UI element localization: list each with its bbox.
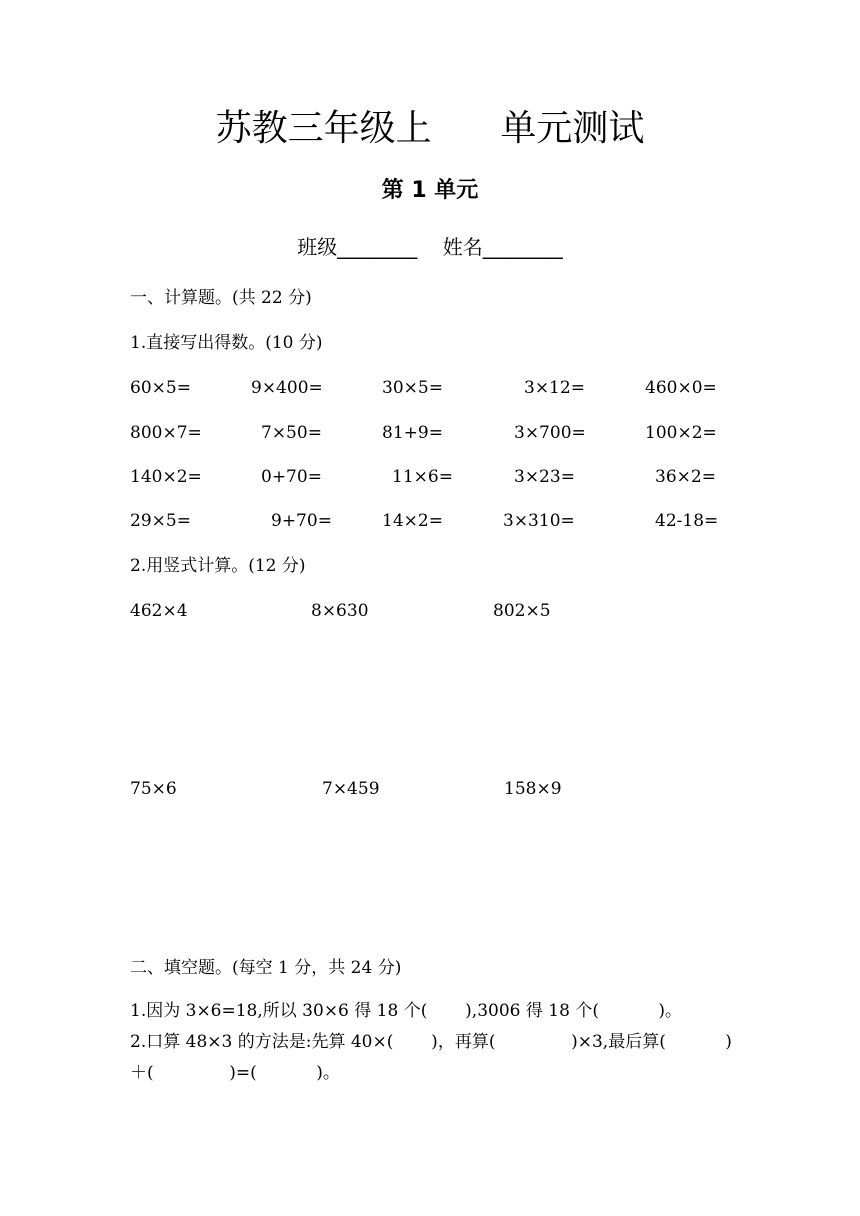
section1-heading: 一、计算题。(共 22 分) [130,288,312,308]
section2-heading: 二、填空题。(每空 1 分，共 24 分) [130,958,402,978]
q1-item: 100×2= [645,423,717,443]
page-title: 苏教三年级上 单元测试 [215,108,645,149]
q1-item: 60×5= [130,378,191,398]
q1-item: 3×23= [514,467,575,487]
q1-item: 9+70= [271,511,332,531]
q1-item: 0+70= [261,467,322,487]
q1-item: 29×5= [130,511,191,531]
fill-question-2: 2.口算 48×3 的方法是:先算 40×( )，再算( )×3,最后算( )＋( )=( )。 [130,1032,732,1083]
fill-question-1: 1.因为 3×6=18,所以 30×6 得 18 个( ),3006 得 18 个( )。 [130,1001,683,1021]
q1-item: 3×12= [524,378,585,398]
q2-item: 8×630 [311,601,369,621]
q1-item: 81+9= [382,423,443,443]
q2-heading: 2.用竖式计算。(12 分) [130,556,306,576]
q1-item: 9×400= [251,378,323,398]
q1-item: 11×6= [392,467,453,487]
q1-item: 14×2= [382,511,443,531]
q2-item: 7×459 [322,779,380,799]
q2-item: 158×9 [504,779,562,799]
q2-item: 462×4 [130,601,188,621]
q1-item: 7×50= [261,423,322,443]
q1-item: 36×2= [655,467,716,487]
q1-heading: 1.直接写出得数。(10 分) [130,333,323,353]
q1-item: 3×700= [514,423,586,443]
q2-item: 802×5 [493,601,551,621]
q1-item: 140×2= [130,467,202,487]
unit-subtitle: 第 1 单元 [381,178,479,203]
q1-item: 460×0= [645,378,717,398]
q1-item: 800×7= [130,423,202,443]
q1-item: 42-18= [655,511,719,531]
q1-item: 30×5= [382,378,443,398]
class-name-line: 班级________ 姓名________ [297,235,563,259]
q1-item: 3×310= [503,511,575,531]
q2-item: 75×6 [130,779,177,799]
